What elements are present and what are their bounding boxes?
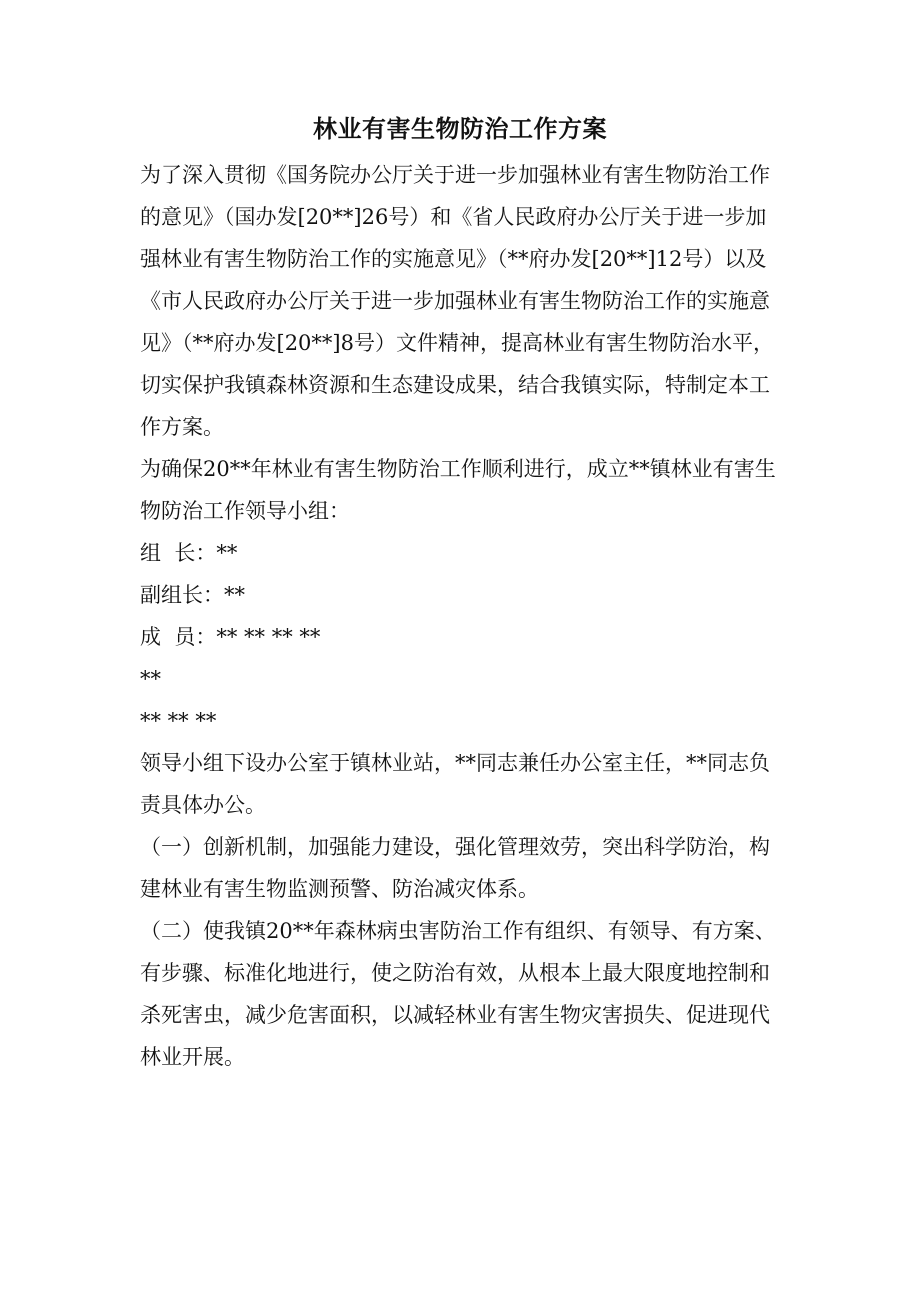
goal-1-paragraph: （一）创新机制，加强能力建设，强化管理效劳，突出科学防治，构建林业有害生物监测预警、防治减灾体系。 xyxy=(140,835,770,901)
document-title: 林业有害生物防治工作方案 xyxy=(313,114,607,143)
deputy-leader-line: 副组长：** xyxy=(140,583,245,607)
group-intro-paragraph: 为确保20**年林业有害生物防治工作顺利进行，成立**镇林业有害生物防治工作领导小组： xyxy=(140,457,776,523)
leader-line: 组 长：** xyxy=(140,541,238,565)
members-line: 成 员：** ** ** ** xyxy=(140,625,321,649)
members-line-2: ** xyxy=(140,667,161,691)
document-body xyxy=(140,154,780,1078)
office-paragraph: 领导小组下设办公室于镇林业站，**同志兼任办公室主任，**同志负责具体办公。 xyxy=(140,751,770,817)
goal-2-paragraph: （二）使我镇20**年森林病虫害防治工作有组织、有领导、有方案、有步骤、标准化地进行，使之防治有效，从根本上最大限度地控制和杀死害虫，减少危害面积，以减轻林业有害生物灾害损失、促进现代林业开展。 xyxy=(140,919,776,1069)
intro-paragraph: 为了深入贯彻《国务院办公厅关于进一步加强林业有害生物防治工作的意见》（国办发[20**]26号）和《省人民政府办公厅关于进一步加强林业有害生物防治工作的实施意见》（**府办发[20**]12号）以及《市人民政府办公厅关于进一步加强林业有害生物防治工作的实施意见》（**府办发[20**]8号）文件精神，提高林业有害生物防治水平，切实保护我镇森林资源和生态建设成果，结合我镇实际，特制定本工作方案。 xyxy=(140,163,774,439)
members-line-3: ** ** ** xyxy=(140,709,217,733)
